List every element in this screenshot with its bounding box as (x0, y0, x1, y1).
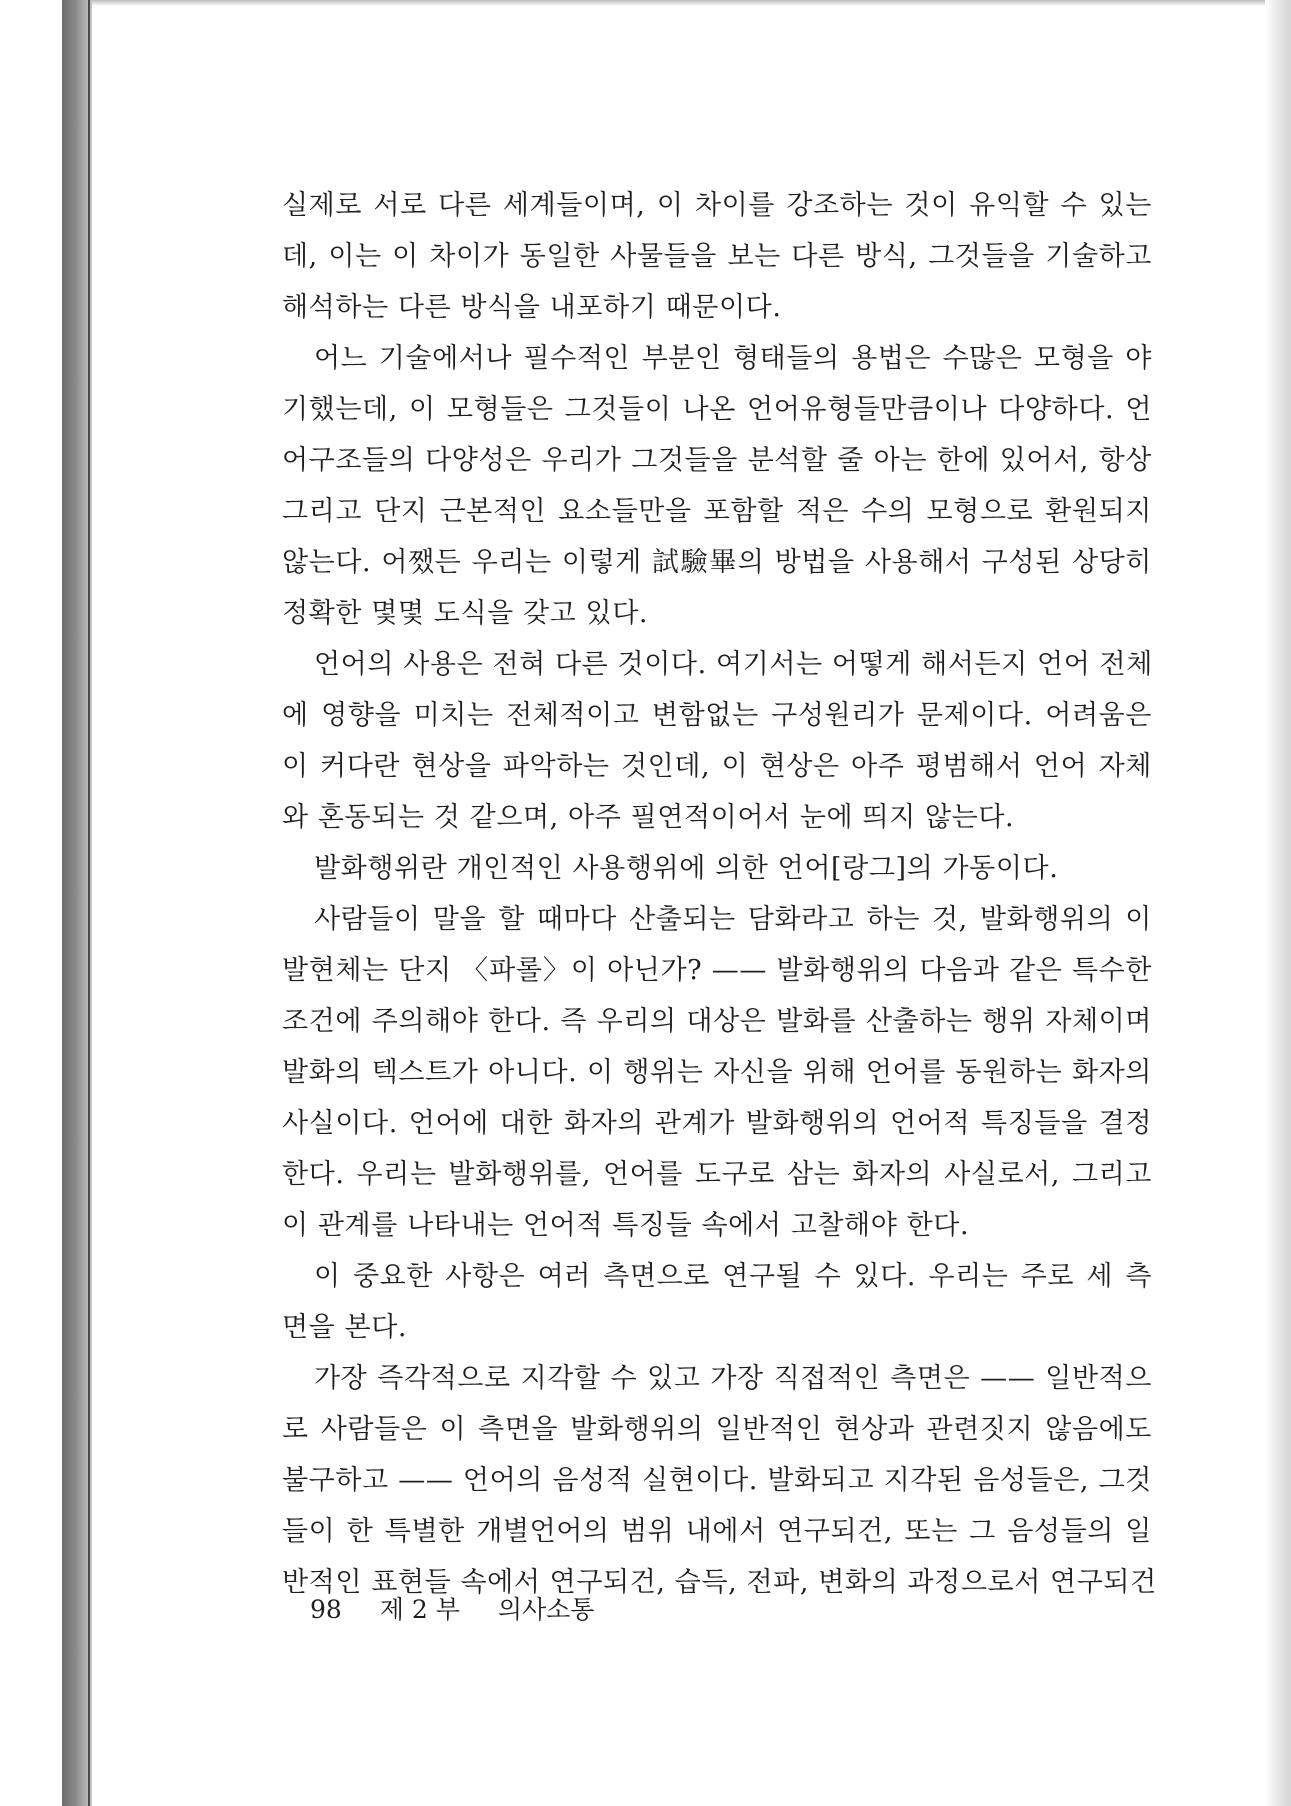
text-line: 이 커다란 현상을 파악하는 것인데, 이 현상은 아주 평범해서 언어 자체 (282, 751, 1152, 782)
book-spine-line (88, 0, 90, 1806)
section-title: 의사소통 (497, 1595, 595, 1624)
text-line: 정확한 몇몇 도식을 갖고 있다. (282, 598, 649, 629)
text-line: 않는다. 어쨌든 우리는 이렇게 試驗畢의 방법을 사용해서 구성된 상당히 (282, 547, 1152, 578)
text-line: 어느 기술에서나 필수적인 부분인 형태들의 용법은 수많은 모형을 야 (314, 343, 1152, 374)
text-line: 로 사람들은 이 측면을 발화행위의 일반적인 현상과 관련짓지 않음에도 (282, 1414, 1152, 1445)
text-line: 해석하는 다른 방식을 내포하기 때문이다. (282, 292, 782, 323)
body-text (282, 180, 1157, 1608)
text-line: 발화행위란 개인적인 사용행위에 의한 언어[랑그]의 가동이다. (314, 853, 1059, 884)
text-line: 가장 즉각적으로 지각할 수 있고 가장 직접적인 측면은 —— 일반적으 (314, 1363, 1152, 1394)
text-line: 사실이다. 언어에 대한 화자의 관계가 발화행위의 언어적 특징들을 결정 (282, 1108, 1152, 1139)
page-right-shadow (1265, 0, 1291, 1806)
text-line: 발현체는 단지 〈파롤〉이 아닌가? —— 발화행위의 다음과 같은 특수한 (282, 955, 1152, 986)
text-line: 와 혼동되는 것 같으며, 아주 필연적이어서 눈에 띄지 않는다. (282, 802, 1015, 833)
text-line: 어구조들의 다양성은 우리가 그것들을 분석할 줄 아는 한에 있어서, 항상 (282, 445, 1152, 476)
text-line: 발화의 텍스트가 아니다. 이 행위는 자신을 위해 언어를 동원하는 화자의 (282, 1057, 1152, 1088)
text-line: 이 관계를 나타내는 언어적 특징들 속에서 고찰해야 한다. (282, 1210, 970, 1241)
part-label: 제 2 부 (379, 1595, 460, 1624)
text-line: 그리고 단지 근본적인 요소들만을 포함할 적은 수의 모형으로 환원되지 (282, 496, 1152, 527)
text-line: 조건에 주의해야 한다. 즉 우리의 대상은 발화를 산출하는 행위 자체이며 (282, 1006, 1152, 1037)
text-line: 반적인 표현들 속에서 연구되건, 습득, 전파, 변화의 과정으로서 연구되건 (282, 1567, 1157, 1598)
text-line: 언어의 사용은 전혀 다른 것이다. 여기서는 어떻게 해서든지 언어 전체 (314, 649, 1153, 680)
text-line: 한다. 우리는 발화행위를, 언어를 도구로 삼는 화자의 사실로서, 그리고 (282, 1159, 1152, 1190)
page-footer (310, 1590, 624, 1626)
text-line: 들이 한 특별한 개별언어의 범위 내에서 연구되건, 또는 그 음성들의 일 (282, 1516, 1152, 1547)
text-line: 기했는데, 이 모형들은 그것들이 나온 언어유형들만큼이나 다양하다. 언 (282, 394, 1152, 425)
text-line: 이 중요한 사항은 여러 측면으로 연구될 수 있다. 우리는 주로 세 측 (314, 1261, 1152, 1292)
text-line: 에 영향을 미치는 전체적이고 변함없는 구성원리가 문제이다. 어려움은 (282, 700, 1152, 731)
text-line: 사람들이 말을 할 때마다 산출되는 담화라고 하는 것, 발화행위의 이 (314, 904, 1152, 935)
text-line: 실제로 서로 다른 세계들이며, 이 차이를 강조하는 것이 유익할 수 있는 (282, 190, 1152, 221)
text-line: 데, 이는 이 차이가 동일한 사물들을 보는 다른 방식, 그것들을 기술하고 (282, 241, 1152, 272)
text-line: 불구하고 —— 언어의 음성적 실현이다. 발화되고 지각된 음성들은, 그것 (282, 1465, 1152, 1496)
page-number: 98 (310, 1595, 342, 1624)
text-line: 면을 본다. (282, 1312, 408, 1343)
